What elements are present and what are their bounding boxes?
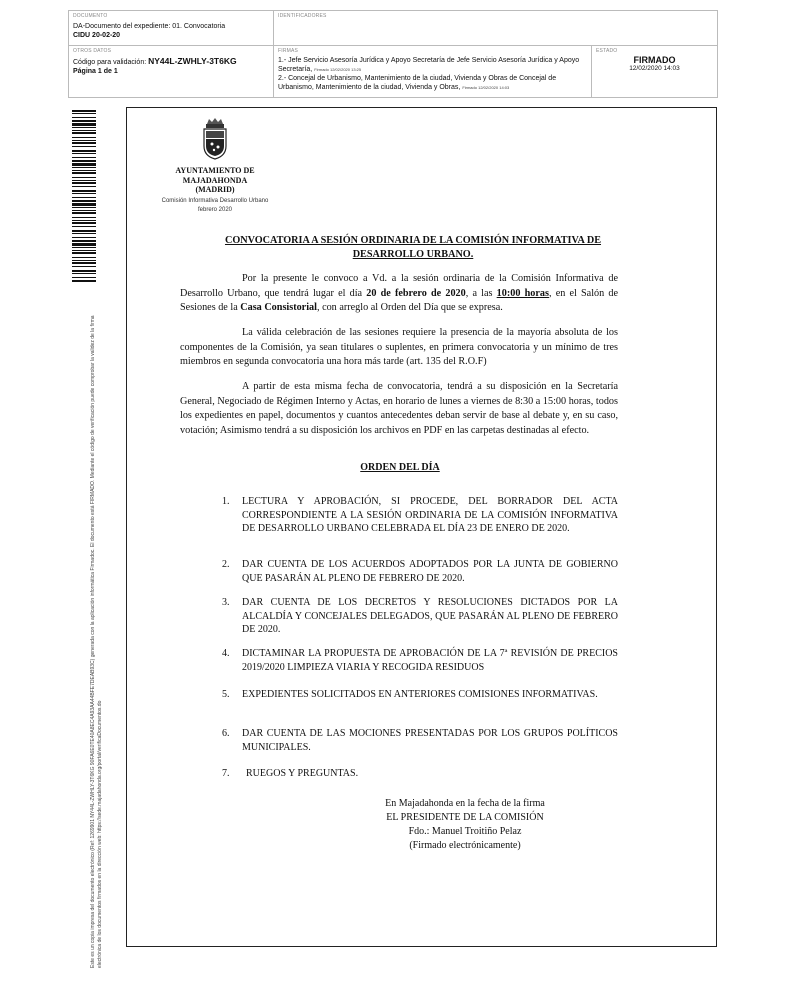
- letterhead-commission: Comisión Informativa Desarrollo Urbano: [161, 198, 269, 204]
- paragraph-quorum: La válida celebración de las sesiones requiere la presencia de la mayoría absoluta de los componentes de la Comisión, ya sean titulares o suplentes, en primera convocatoria y un mínimo de tres miembros en segunda convocatoria una hora más tarde (art. 135 del R.O.F): [180, 327, 618, 367]
- agenda-item-text: RUEGOS Y PREGUNTAS.: [246, 768, 359, 779]
- validation-code-prefix: Código para validación:: [73, 59, 147, 66]
- signatures-label: FIRMAS: [278, 48, 299, 54]
- para1-text-e: , en el Salón de Sesiones de la: [180, 287, 619, 313]
- agenda-item: [222, 596, 618, 637]
- signature-place-date: En Majadahonda en la fecha de la firma: [385, 798, 545, 809]
- agenda-item: [222, 647, 618, 674]
- agenda-item-text: LECTURA Y APROBACIÓN, SI PROCEDE, DEL BORRADOR DEL ACTA CORRESPONDIENTE A LA SESIÓN ORDINARIA DE LA COMISIÓN INFORMATIVA DE DESARROLLO URBANO CELEBRADA EL DÍA 23 DE ENERO DE 2020.: [242, 496, 618, 534]
- agenda-item-text: EXPEDIENTES SOLICITADOS EN ANTERIORES COMISIONES INFORMATIVAS.: [242, 689, 598, 700]
- letterhead-line-1: AYUNTAMIENTO DE: [175, 166, 255, 175]
- other-data-cell: [69, 46, 273, 78]
- meeting-time: 10:00 horas: [496, 287, 549, 299]
- agenda-item-number: 4.: [222, 648, 230, 659]
- barcode: [72, 110, 96, 282]
- paragraph-convocation: [180, 272, 618, 316]
- para1-text-a: Por la presente le convoco a Vd. a la sesión ordinaria de la Comisión Informativa de Desarrollo Urbano, que tendrá lugar el día: [180, 273, 618, 299]
- validation-code: NY44L-ZWHLY-3T6KG: [148, 56, 237, 66]
- letterhead-institution: [160, 166, 270, 195]
- agenda-item: [222, 727, 618, 754]
- signature-header-box: [68, 10, 718, 98]
- identifiers-label: IDENTIFICADORES: [278, 13, 327, 19]
- signature-role: EL PRESIDENTE DE LA COMISIÓN: [386, 812, 544, 823]
- meeting-place: Casa Consistorial: [240, 302, 317, 313]
- signature-name: Fdo.: Manuel Troitiño Pelaz: [408, 826, 522, 837]
- status-cell: [592, 46, 717, 74]
- page-info: Página 1 de 1: [73, 68, 118, 75]
- document-description: DA-Documento del expediente: 01. Convocatoria: [73, 23, 226, 30]
- convocation-title: CONVOCATORIA A SESIÓN ORDINARIA DE LA COMISIÓN INFORMATIVA DE DESARROLLO URBANO.: [224, 235, 602, 260]
- coat-of-arms-icon: [199, 116, 231, 160]
- document-expedient: CIDU 20-02-20: [73, 32, 121, 39]
- other-data-label: OTROS DATOS: [73, 48, 112, 54]
- agenda-item-number: 3.: [222, 597, 230, 608]
- verification-side-text: Este es un copia impresa del documento electrónico (Ref: 1269901 NY44L-ZWHLY-3T6KG 90FA6E0TE40A8EC4A93AA44BFE7DEAB93C) generada con la aplicación informática Firmadoc. El documento está FIRMADO. Mediante el código de verificación puede comprobar la validez de la firma electrónica de los documentos firmados en la dirección web: https://sede.majadahonda.org/portal/verificaDocumentos.do: [90, 315, 103, 968]
- agenda-item-text: DICTAMINAR LA PROPUESTA DE APROBACIÓN DE LA 7ª REVISIÓN DE PRECIOS 2019/2020 LIMPIEZA VIARIA Y RECOGIDA RESIDUOS: [242, 648, 618, 673]
- agenda-item-number: 5.: [222, 689, 230, 700]
- signature-1-date: Firmado 12/02/2020 13:25: [314, 67, 362, 72]
- para1-text-c: , a las: [465, 287, 497, 299]
- agenda-item-number: 7.: [222, 768, 230, 779]
- signatures-cell: [274, 46, 590, 94]
- letterhead-line-3: (MADRID): [195, 185, 235, 194]
- signature-block: [380, 797, 550, 853]
- para1-text-g: , con arreglo al Orden del Día que se expresa.: [316, 302, 503, 313]
- status-label: ESTADO: [596, 48, 618, 54]
- agenda-item: [222, 495, 618, 536]
- agenda-item-text: DAR CUENTA DE LOS DECRETOS Y RESOLUCIONES DICTADOS POR LA ALCALDÍA Y CONCEJALES DELEGADOS, QUE PASARÁN AL PLENO DE FEBRERO DE 2020.: [242, 597, 618, 635]
- agenda-item: [222, 688, 618, 702]
- agenda-item-number: 2.: [222, 559, 230, 570]
- letterhead-date: febrero 2020: [197, 207, 233, 213]
- paragraph-documents: A partir de esta misma fecha de convocatoria, tendrá a su disposición en la Secretaría General, Negociado de Régimen Interno y Actas, en horario de lunes a viernes de 8:30 a 15:00 horas, todos los expedientes en papel, documentos y cuantos antecedentes deban servir de base al debate y, en su caso, votación; Asimismo tendrá a su disposición los archivos en PDF en las carpetas destinadas al efecto.: [180, 381, 618, 436]
- agenda-item-number: 1.: [222, 496, 230, 507]
- document-cell: [69, 11, 273, 42]
- agenda-item: [222, 558, 618, 585]
- signature-note: (Firmado electrónicamente): [409, 840, 521, 851]
- agenda-item-number: 6.: [222, 728, 230, 739]
- agenda-item: [222, 767, 618, 781]
- agenda-title: ORDEN DEL DÍA: [360, 462, 440, 473]
- document-label: DOCUMENTO: [73, 13, 108, 19]
- status-date: 12/02/2020 14:03: [629, 65, 680, 72]
- barcode-graphic: [72, 110, 96, 282]
- identifiers-cell: [274, 11, 714, 21]
- agenda-item-text: DAR CUENTA DE LOS ACUERDOS ADOPTADOS POR LA JUNTA DE GOBIERNO QUE PASARÁN AL PLENO DE FEBRERO DE 2020.: [242, 559, 618, 584]
- letterhead-line-2: MAJADAHONDA: [182, 175, 248, 185]
- agenda-item-text: DAR CUENTA DE LAS MOCIONES PRESENTADAS POR LOS GRUPOS POLÍTICOS MUNICIPALES.: [242, 728, 618, 753]
- meeting-date: 20 de febrero de 2020: [366, 287, 466, 299]
- signature-2-date: Firmado 12/02/2020 14:03: [462, 85, 510, 90]
- status-badge: FIRMADO: [633, 55, 676, 65]
- signature-2: 2.- Concejal de Urbanismo, Mantenimiento de la ciudad, Vivienda y Obras de Concejal de Urbanismo, Mantenimiento de la ciudad, Vivienda y Obras,: [278, 75, 557, 91]
- signature-1: 1.- Jefe Servicio Asesoría Jurídica y Apoyo Secretaría de Jefe Servicio Asesoría Jurídica y Apoyo Secretaría,: [278, 57, 580, 73]
